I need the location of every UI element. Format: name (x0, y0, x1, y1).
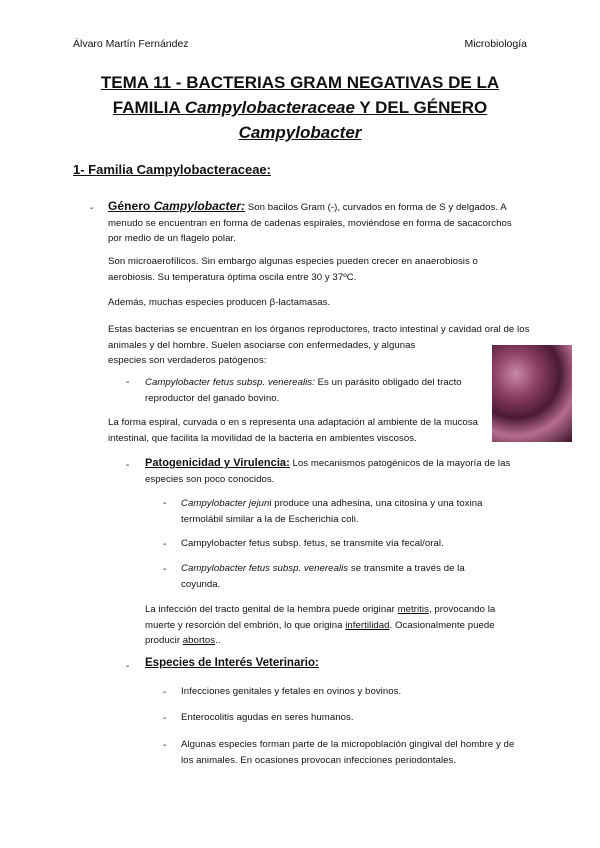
paragraph-text: Estas bacterias se encuentran en los órganos reproductores, tracto intestinal y cavidad oral de los animales y del hombre. Suelen asociarse con enfermedades, y algunas especies son verdaderos patógenos: (108, 324, 530, 366)
bullet: - (163, 713, 167, 724)
underlined-term: metritis (397, 604, 429, 615)
header-author: Álvaro Martín Fernández (73, 38, 189, 50)
genero-paragraph (108, 199, 528, 247)
paragraph-text: .. (215, 635, 221, 646)
list-item (145, 375, 470, 406)
bullet: - (126, 460, 130, 471)
title-line (60, 95, 540, 120)
title-text: Y DEL GÉNERO (354, 98, 488, 117)
bullet: - (163, 564, 167, 575)
item-text: se transmite a través de la coyunda. (181, 563, 465, 590)
bullet: - (126, 661, 130, 672)
list-item: Infecciones genitales y fetales en ovinos y bovinos. (181, 686, 402, 697)
item-text: Es un parásito obligado del tracto reproductor del ganado bovino. (145, 377, 462, 404)
title-text: FAMILIA (112, 98, 185, 117)
bacteria-image (492, 345, 572, 442)
especies-heading: Especies de Interés Veterinario: (145, 657, 319, 669)
document-title (60, 70, 540, 145)
patogenicidad-paragraph (145, 456, 525, 487)
title-text: Campylobacteraceae (184, 98, 355, 117)
genero-heading (108, 199, 245, 213)
patogenicidad-heading: Patogenicidad y Virulencia: (145, 457, 290, 469)
paragraph: La forma espiral, curvada o en s representa una adaptación al ambiente de la mucosa intestinal, que facilita la movilidad de la bacteria en ambientes viscosos. (108, 417, 478, 444)
bullet: - (163, 687, 167, 698)
title-line (60, 120, 540, 145)
paragraph: Además, muchas especies producen β-lactamasas. (108, 297, 331, 308)
bullet: - (163, 498, 167, 509)
bullet: - (163, 539, 167, 550)
list-item: Enterocolitis agudas en seres humanos. (181, 712, 354, 723)
paragraph-text: . Ocasionalmente puede producir (145, 619, 495, 646)
heading-text: Género (108, 199, 154, 213)
paragraph-text: Los mecanismos patogénicos de la mayoría de las especies son poco conocidos. (145, 458, 511, 485)
title-text: Campylobacter (238, 123, 362, 142)
list-item: Campylobacter fetus subsp. fetus, se transmite vía fecal/oral. (181, 538, 444, 549)
paragraph-text: , provocando la muerte y resorción del embrión, lo que origina (145, 604, 496, 631)
title-line: TEMA 11 - BACTERIAS GRAM NEGATIVAS DE LA (100, 73, 500, 92)
species-name: Campylobacter fetus subsp. venerealis: (145, 377, 315, 388)
underlined-term: infertilidad (345, 619, 390, 631)
paragraph: Son microaerofílicos. Sin embargo algunas especies pueden crecer en anaerobiosis o aerobiosis. Su temperatura óptima oscila entre 30 y 37ºC. (108, 256, 478, 283)
item-text: i produce una adhesina, una citosina y una toxina termolábil similar a la de Escherichia coli. (181, 498, 483, 525)
list-item (181, 561, 491, 592)
bullet: - (90, 203, 94, 214)
paragraph (145, 602, 520, 649)
species-name: Campylobacter fetus subsp. venerealis (181, 563, 349, 574)
paragraph-text: La infección del tracto genital de la hembra puede originar (145, 604, 398, 615)
paragraph-text: Son bacilos Gram (-), curvados en forma de S y delgados. A menudo se encuentran en forma de cadenas espirales, moviéndose en forma de sacacorchos por medio de un flagelo polar. (108, 202, 512, 244)
heading-text: Campylobacter: (153, 199, 246, 213)
header-subject: Microbiología (464, 38, 527, 50)
underlined-term: abortos (182, 635, 216, 646)
bullet: - (163, 740, 167, 751)
species-name: Campylobacter jejun (181, 498, 270, 509)
list-item: Algunas especies forman parte de la micropoblación gingival del hombre y de los animales. En ocasiones provocan infecciones periodontales. (181, 739, 515, 766)
section-heading: 1- Familia Campylobacteraceae: (73, 162, 271, 177)
bullet: - (126, 377, 130, 388)
list-item (181, 496, 511, 527)
